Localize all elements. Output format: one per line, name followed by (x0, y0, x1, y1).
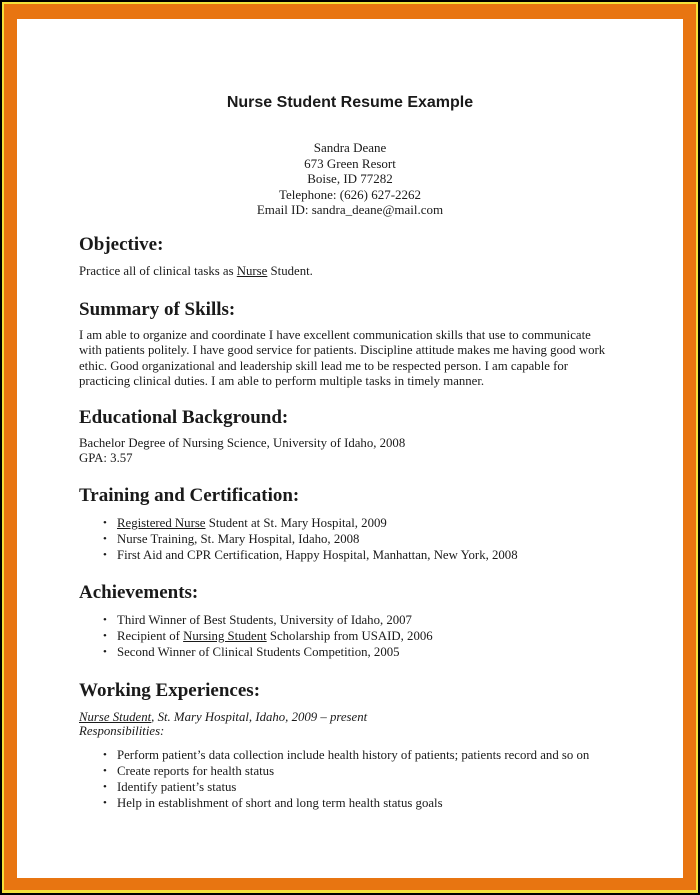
contact-block (17, 140, 683, 218)
list-item: • Identify patient’s status (79, 779, 589, 795)
list-item-text: Student at St. Mary Hospital, 2009 (205, 516, 387, 530)
education-text (79, 436, 405, 467)
training-heading: Training and Certification: (79, 485, 300, 506)
contact-name: Sandra Deane (313, 140, 387, 155)
list-item: • Third Winner of Best Students, University of Idaho, 2007 (79, 612, 433, 628)
objective-text-start: Practice all of clinical tasks as (79, 264, 237, 278)
nurse-student-link[interactable]: Nurse Student (79, 710, 152, 724)
objective-text-end: Student. (267, 264, 313, 278)
objective-text (79, 264, 313, 279)
objective-heading: Objective: (79, 234, 164, 255)
experience-heading: Working Experiences: (79, 680, 261, 701)
list-item-text: Scholarship from USAID, 2006 (266, 629, 433, 643)
contact-telephone: Telephone: (626) 627-2262 (278, 186, 422, 202)
skills-line: I am able to organize and coordinate I have excellent communication skills that use to communicate (79, 328, 591, 342)
training-list (79, 515, 518, 563)
nurse-link[interactable]: Nurse (236, 264, 268, 278)
list-item (79, 628, 433, 644)
experience-role-details: , St. Mary Hospital, Idaho, 2009 – present (151, 710, 368, 724)
education-gpa: GPA: 3.57 (79, 451, 133, 466)
nursing-student-link[interactable]: Nursing Student (183, 629, 267, 643)
list-item-text: Recipient of (117, 629, 184, 643)
skills-heading: Summary of Skills: (79, 299, 236, 320)
achievements-list (79, 612, 433, 660)
page-title: Nurse Student Resume Example (226, 94, 474, 111)
list-item: • Create reports for health status (79, 763, 589, 779)
resume-page (17, 19, 683, 878)
list-item: • Nurse Training, St. Mary Hospital, Idaho, 2008 (79, 531, 518, 547)
list-item: • Help in establishment of short and long term health status goals (79, 795, 589, 811)
skills-line: practicing clinical duties. I am able to perform multiple tasks in timely manner. (79, 374, 485, 389)
registered-nurse-link[interactable]: Registered Nurse (117, 516, 206, 530)
contact-city: Boise, ID 77282 (307, 171, 393, 186)
skills-line: with patients politely. I have good service for patients. Discipline attitude makes me having good work (79, 343, 606, 358)
skills-text (79, 328, 605, 390)
list-item (79, 515, 518, 531)
skills-line: ethic. Good organizational and leadership skill lead me to be respected person. I am capable for (79, 358, 569, 373)
list-item: • Second Winner of Clinical Students Competition, 2005 (79, 644, 433, 660)
contact-email: Email ID: sandra_deane@mail.com (256, 202, 444, 217)
education-heading: Educational Background: (79, 407, 289, 428)
list-item: • Perform patient’s data collection include health history of patients; patients record and so on (79, 747, 589, 763)
achievements-heading: Achievements: (79, 582, 199, 603)
responsibilities-list (79, 747, 589, 811)
contact-address: 673 Green Resort (304, 155, 396, 171)
responsibilities-label: Responsibilities: (79, 724, 165, 738)
education-degree: Bachelor Degree of Nursing Science, University of Idaho, 2008 (79, 436, 406, 450)
list-item: • First Aid and CPR Certification, Happy Hospital, Manhattan, New York, 2008 (79, 547, 518, 563)
